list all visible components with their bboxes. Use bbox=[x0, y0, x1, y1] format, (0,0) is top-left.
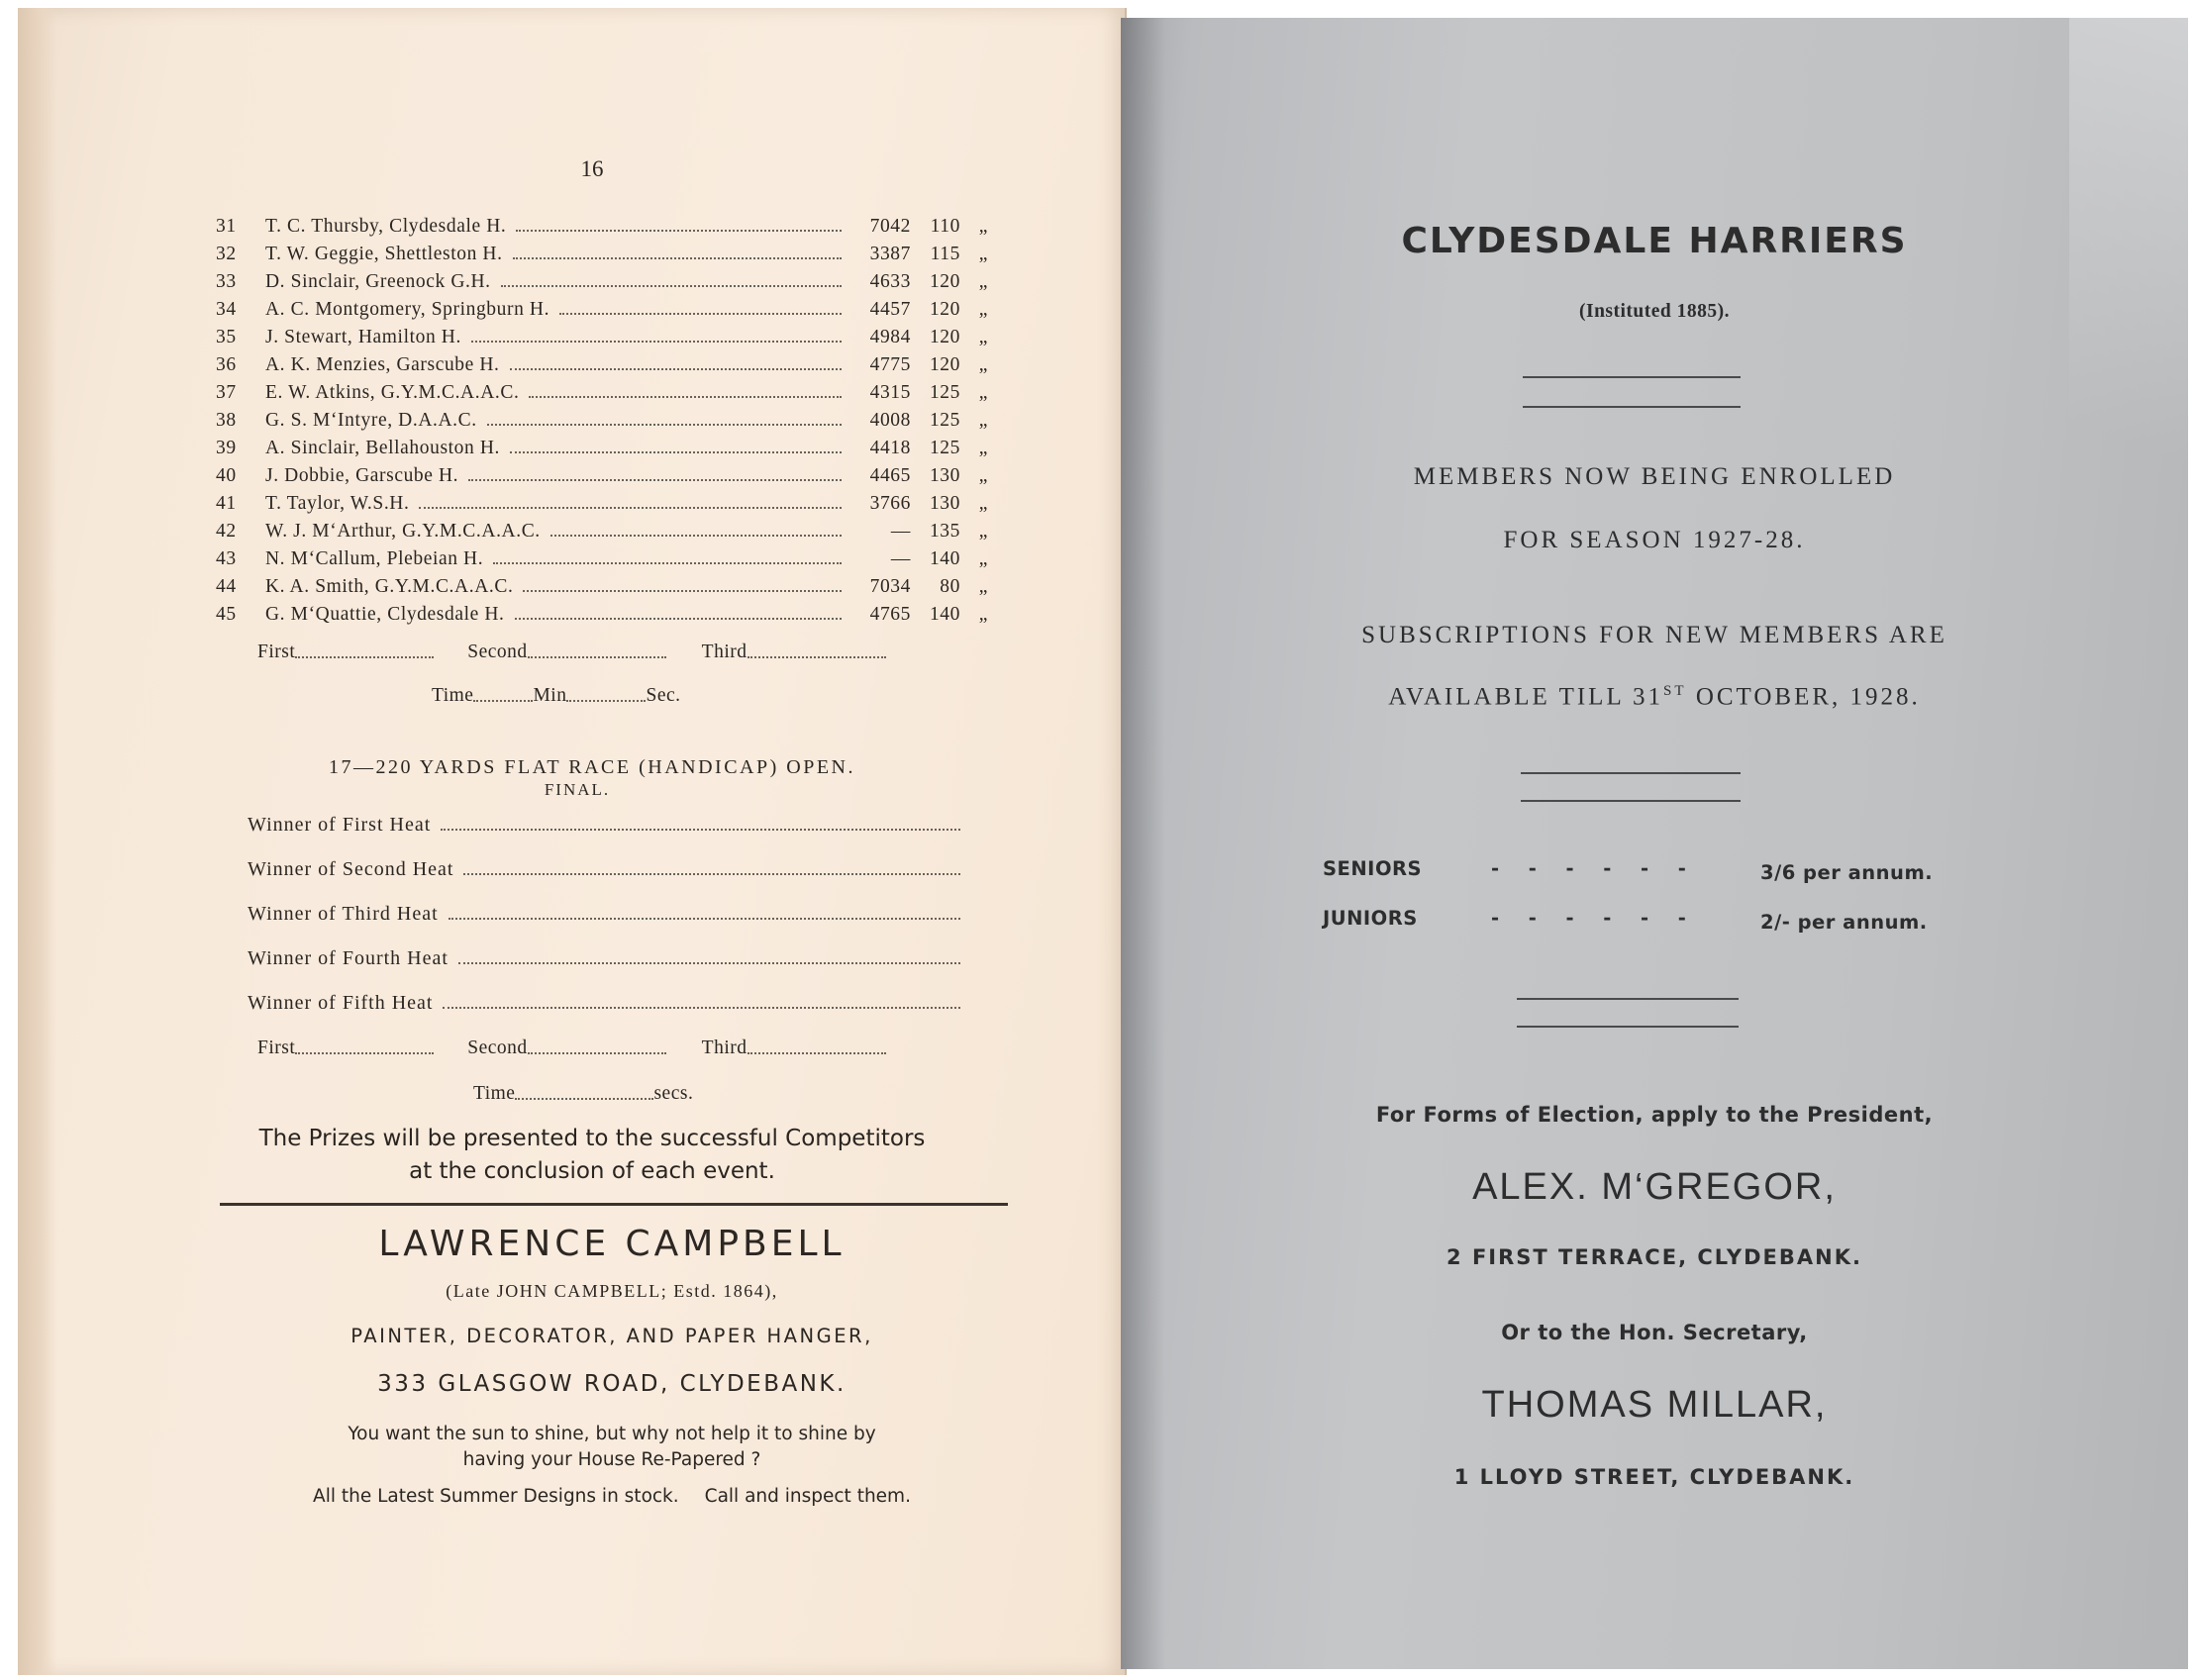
entry-handicap: 110 bbox=[930, 216, 960, 237]
entry-row bbox=[216, 404, 988, 432]
entry-number: 44 bbox=[216, 576, 237, 597]
second-label: Second bbox=[467, 642, 528, 662]
entry-name: D. Sinclair, Greenock G.H. bbox=[265, 271, 491, 292]
forms-line: For Forms of Election, apply to the President, bbox=[1375, 1103, 1934, 1127]
divider bbox=[1523, 406, 1741, 408]
entry-number: 32 bbox=[216, 244, 237, 264]
advert-body-line: having your House Re-Papered ? bbox=[462, 1449, 761, 1470]
entry-name: G. M‘Quattie, Clydesdale H. bbox=[265, 604, 505, 625]
entry-name: E. W. Atkins, G.Y.M.C.A.A.C. bbox=[265, 382, 520, 403]
time-row-2 bbox=[473, 1083, 693, 1105]
fee-price-juniors: 2/- per annum. bbox=[1760, 911, 1928, 934]
third-label: Third bbox=[701, 642, 748, 662]
entry-number: 39 bbox=[216, 438, 237, 458]
subs-line-1: SUBSCRIPTIONS FOR NEW MEMBERS ARE bbox=[1361, 622, 1947, 648]
entry-handicap: 120 bbox=[929, 327, 960, 347]
entry-number: 35 bbox=[216, 327, 237, 347]
entry-ditto: „ bbox=[978, 548, 988, 569]
entry-handicap: 125 bbox=[929, 438, 960, 458]
time-label: Time bbox=[473, 1083, 516, 1104]
advert-body bbox=[18, 1422, 1206, 1473]
president-name: ALEX. M‘GREGOR, bbox=[1472, 1166, 1837, 1208]
advert-body-line: You want the sun to shine, but why not help it to shine by bbox=[348, 1424, 876, 1444]
placings-row-1 bbox=[257, 642, 886, 663]
entry-time: 7042 bbox=[869, 216, 911, 237]
entry-handicap: 125 bbox=[929, 410, 960, 431]
subs-sup: ST bbox=[1663, 683, 1687, 699]
entry-leader bbox=[493, 562, 842, 564]
entry-row bbox=[216, 348, 988, 376]
first-blank[interactable] bbox=[295, 1051, 434, 1054]
secretary-name: THOMAS MILLAR, bbox=[1481, 1384, 1828, 1426]
left-page bbox=[18, 8, 1127, 1675]
prizes-notice bbox=[18, 1123, 1166, 1188]
entry-name: W. J. M‘Arthur, G.Y.M.C.A.A.C. bbox=[265, 521, 541, 542]
entry-name: A. C. Montgomery, Springburn H. bbox=[265, 299, 550, 320]
heat-row bbox=[248, 947, 960, 970]
entry-row bbox=[216, 487, 988, 515]
entry-time: 4315 bbox=[869, 382, 911, 403]
entry-ditto: „ bbox=[978, 244, 988, 264]
secretary-line: Or to the Hon. Secretary, bbox=[1501, 1321, 1808, 1344]
heat-label: Winner of First Heat bbox=[248, 814, 432, 836]
entry-number: 34 bbox=[216, 299, 237, 320]
race-subtitle: FINAL. bbox=[544, 780, 611, 799]
entry-ditto: „ bbox=[978, 354, 988, 375]
entry-row bbox=[216, 265, 988, 293]
secretary-address: 1 LLOYD STREET, CLYDEBANK. bbox=[1453, 1465, 1855, 1489]
entry-handicap: 130 bbox=[929, 493, 960, 514]
entry-time: 4418 bbox=[869, 438, 911, 458]
entry-leader bbox=[559, 313, 842, 315]
advert-stock-a: All the Latest Summer Designs in stock. bbox=[313, 1486, 679, 1507]
entry-row bbox=[216, 238, 988, 265]
heat-label: Winner of Fifth Heat bbox=[248, 992, 434, 1014]
race-title: 17—220 YARDS FLAT RACE (HANDICAP) OPEN. bbox=[329, 756, 855, 778]
entry-ditto: „ bbox=[978, 382, 988, 403]
secs-label: secs. bbox=[653, 1083, 694, 1104]
time-row-1 bbox=[432, 685, 681, 707]
heat-blank[interactable] bbox=[449, 918, 960, 920]
heat-row bbox=[248, 992, 960, 1015]
entry-number: 33 bbox=[216, 271, 237, 292]
entry-time: 7034 bbox=[869, 576, 911, 597]
entry-row bbox=[216, 293, 988, 321]
entry-name: K. A. Smith, G.Y.M.C.A.A.C. bbox=[265, 576, 514, 597]
entry-name: T. Taylor, W.S.H. bbox=[265, 493, 410, 514]
entry-list bbox=[216, 210, 988, 626]
entry-handicap: 140 bbox=[929, 548, 960, 569]
entry-row bbox=[216, 376, 988, 404]
entry-number: 45 bbox=[216, 604, 237, 625]
entry-leader bbox=[515, 618, 843, 620]
first-label: First bbox=[257, 1038, 296, 1058]
entry-leader bbox=[550, 535, 842, 537]
entry-name: N. M‘Callum, Plebeian H. bbox=[265, 548, 484, 569]
divider bbox=[220, 1203, 1008, 1206]
right-page bbox=[1121, 18, 2188, 1669]
club-name: CLYDESDALE HARRIERS bbox=[1401, 221, 1908, 261]
entry-handicap: 125 bbox=[929, 382, 960, 403]
entry-time: 4465 bbox=[869, 465, 911, 486]
entry-ditto: „ bbox=[978, 521, 988, 542]
divider bbox=[1521, 772, 1741, 774]
entry-leader bbox=[501, 285, 842, 287]
entry-ditto: „ bbox=[978, 465, 988, 486]
prizes-line: at the conclusion of each event. bbox=[409, 1158, 775, 1184]
entry-number: 38 bbox=[216, 410, 237, 431]
entry-row bbox=[216, 515, 988, 543]
heat-label: Winner of Fourth Heat bbox=[248, 947, 449, 969]
heat-label: Winner of Third Heat bbox=[248, 903, 439, 925]
entry-row bbox=[216, 570, 988, 598]
entry-row bbox=[216, 598, 988, 626]
entry-time: 3766 bbox=[869, 493, 911, 514]
sec-label: Sec. bbox=[646, 685, 681, 706]
heat-blank[interactable] bbox=[458, 962, 960, 964]
entry-leader bbox=[487, 424, 842, 426]
entry-number: 36 bbox=[216, 354, 237, 375]
second-blank[interactable] bbox=[528, 1051, 666, 1054]
entry-handicap: 130 bbox=[929, 465, 960, 486]
advert-stock bbox=[18, 1486, 1206, 1507]
entry-leader bbox=[468, 479, 842, 481]
advert-name: LAWRENCE CAMPBELL bbox=[378, 1224, 846, 1264]
entry-ditto: „ bbox=[978, 327, 988, 347]
fee-price-seniors: 3/6 per annum. bbox=[1760, 861, 1934, 884]
president-address: 2 FIRST TERRACE, CLYDEBANK. bbox=[1446, 1245, 1862, 1269]
entry-leader bbox=[471, 341, 842, 343]
entry-row bbox=[216, 321, 988, 348]
entry-time: 4008 bbox=[869, 410, 911, 431]
enroll-line-1: MEMBERS NOW BEING ENROLLED bbox=[1413, 463, 1896, 490]
entry-number: 40 bbox=[216, 465, 237, 486]
entry-leader bbox=[523, 590, 842, 592]
min-label: Min bbox=[533, 685, 567, 706]
entry-ditto: „ bbox=[978, 410, 988, 431]
entry-name: G. S. M‘Intyre, D.A.A.C. bbox=[265, 410, 477, 431]
heat-blank[interactable] bbox=[443, 1007, 960, 1009]
third-blank[interactable] bbox=[748, 655, 886, 658]
entry-ditto: „ bbox=[978, 438, 988, 458]
entry-name: T. W. Geggie, Shettleston H. bbox=[265, 244, 503, 264]
advert-stock-b: Call and inspect them. bbox=[704, 1486, 911, 1507]
heat-row bbox=[248, 858, 960, 881]
prizes-line: The Prizes will be presented to the successful Competitors bbox=[258, 1126, 926, 1151]
third-blank[interactable] bbox=[748, 1051, 886, 1054]
entry-number: 31 bbox=[216, 216, 237, 237]
advert-address: 333 GLASGOW ROAD, CLYDEBANK. bbox=[377, 1371, 847, 1397]
entry-name: A. K. Menzies, Garscube H. bbox=[265, 354, 500, 375]
entry-name: J. Stewart, Hamilton H. bbox=[265, 327, 461, 347]
entry-number: 41 bbox=[216, 493, 237, 514]
second-blank[interactable] bbox=[528, 655, 666, 658]
instituted-line: (Instituted 1885). bbox=[1578, 301, 1730, 322]
entry-name: T. C. Thursby, Clydesdale H. bbox=[265, 216, 507, 237]
entry-row bbox=[216, 210, 988, 238]
entry-time: 4984 bbox=[869, 327, 911, 347]
entry-leader bbox=[529, 396, 842, 398]
entry-handicap: 115 bbox=[930, 244, 960, 264]
first-blank[interactable] bbox=[295, 655, 434, 658]
entry-handicap: 120 bbox=[929, 354, 960, 375]
entry-leader bbox=[510, 451, 842, 453]
first-label: First bbox=[257, 642, 296, 662]
enroll-line-2: FOR SEASON 1927-28. bbox=[1503, 527, 1806, 553]
heat-blank[interactable] bbox=[441, 829, 960, 831]
entry-row bbox=[216, 432, 988, 459]
fee-label-seniors: SENIORS bbox=[1323, 857, 1423, 880]
fee-label-juniors: JUNIORS bbox=[1323, 907, 1418, 930]
entry-ditto: „ bbox=[978, 493, 988, 514]
page-number: 16 bbox=[580, 156, 604, 181]
entry-handicap: 120 bbox=[929, 299, 960, 320]
entry-handicap: 140 bbox=[929, 604, 960, 625]
heat-blank[interactable] bbox=[463, 873, 960, 875]
entry-ditto: „ bbox=[978, 271, 988, 292]
entry-ditto: „ bbox=[978, 604, 988, 625]
entry-number: 37 bbox=[216, 382, 237, 403]
entry-time: — bbox=[890, 548, 911, 569]
entry-time: 4633 bbox=[869, 271, 911, 292]
entry-name: A. Sinclair, Bellahouston H. bbox=[265, 438, 500, 458]
entry-ditto: „ bbox=[978, 299, 988, 320]
entry-time: 4457 bbox=[869, 299, 911, 320]
entry-time: 4775 bbox=[869, 354, 911, 375]
subs-text: AVAILABLE TILL 31 bbox=[1388, 683, 1664, 711]
entry-leader bbox=[516, 230, 842, 232]
divider bbox=[1517, 1026, 1739, 1028]
entry-leader bbox=[513, 257, 842, 259]
entry-time: 3387 bbox=[869, 244, 911, 264]
entry-row bbox=[216, 459, 988, 487]
min-blank[interactable] bbox=[566, 699, 646, 702]
placings-row-2 bbox=[257, 1038, 886, 1059]
divider bbox=[1523, 376, 1741, 378]
time-blank[interactable] bbox=[473, 699, 533, 702]
entry-ditto: „ bbox=[978, 576, 988, 597]
entry-ditto: „ bbox=[978, 216, 988, 237]
entry-time: — bbox=[890, 521, 911, 542]
entry-name: J. Dobbie, Garscube H. bbox=[265, 465, 459, 486]
heat-label: Winner of Second Heat bbox=[248, 858, 454, 880]
fee-dashes: - - - - - - bbox=[1491, 857, 1687, 880]
advert-trade: PAINTER, DECORATOR, AND PAPER HANGER, bbox=[350, 1325, 873, 1347]
divider bbox=[1517, 998, 1739, 1000]
fee-dashes: - - - - - - bbox=[1491, 907, 1687, 930]
advert-late: (Late JOHN CAMPBELL; Estd. 1864), bbox=[446, 1281, 778, 1301]
third-label: Third bbox=[701, 1038, 748, 1058]
divider bbox=[1521, 800, 1741, 802]
page-corner-highlight bbox=[2069, 18, 2188, 533]
entry-number: 43 bbox=[216, 548, 237, 569]
entry-time: 4765 bbox=[869, 604, 911, 625]
time-blank[interactable] bbox=[515, 1097, 653, 1100]
second-label: Second bbox=[467, 1038, 528, 1058]
heat-row bbox=[248, 814, 960, 837]
entry-handicap: 135 bbox=[929, 521, 960, 542]
entry-leader bbox=[419, 507, 842, 509]
entry-leader bbox=[510, 368, 842, 370]
subs-text: OCTOBER, 1928. bbox=[1686, 683, 1921, 711]
time-label: Time bbox=[432, 685, 474, 706]
entry-handicap: 80 bbox=[940, 576, 960, 597]
entry-handicap: 120 bbox=[929, 271, 960, 292]
entry-number: 42 bbox=[216, 521, 237, 542]
subs-line-2 bbox=[1121, 683, 2188, 711]
heat-row bbox=[248, 903, 960, 926]
entry-row bbox=[216, 543, 988, 570]
